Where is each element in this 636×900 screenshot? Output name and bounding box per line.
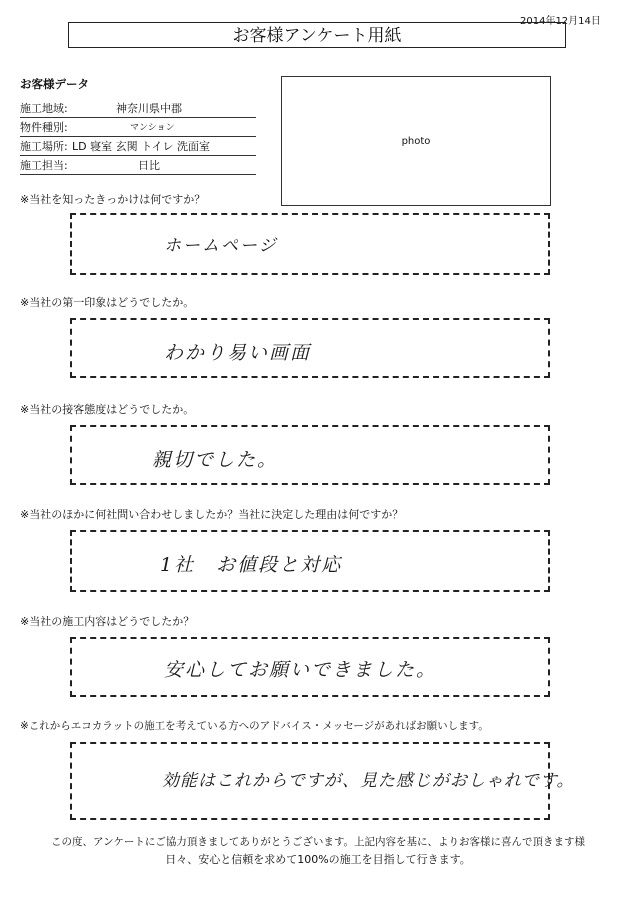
info-value: LD 寝室 玄関 トイレ 洗面室 [72,140,211,153]
footer-line-1: この度、アンケートにご協力頂きましてありがとうございます。上記内容を基に、よりお客様に喜んで頂きます様 [50,836,586,848]
info-label: 物件種別: [20,121,68,134]
answer-text-2: わかり易い画面 [164,342,312,364]
answer-box-2 [70,318,550,378]
photo-label: photo [401,135,431,147]
info-label: 施工担当: [20,159,68,172]
page-title: お客様アンケート用紙 [68,22,566,48]
answer-box-1 [70,213,550,275]
info-label: 施工地域: [20,102,68,115]
answer-box-5 [70,637,550,697]
info-row-staff [20,158,256,175]
answer-text-6: 効能はこれからですが、見た感じがおしゃれです。 [162,771,575,791]
customer-data-heading: お客様データ [20,77,89,91]
photo-placeholder [281,76,551,206]
info-row-location [20,139,256,156]
question-5: ※当社の施工内容はどうでしたか？ [20,615,195,628]
info-value: マンション [130,123,175,133]
info-value: 神奈川県中郡 [116,102,182,115]
answer-text-3: 親切でした。 [152,449,279,471]
answer-text-1: ホームページ [164,236,278,256]
answer-box-4 [70,530,550,592]
info-label: 施工場所: [20,140,68,153]
question-4: ※当社のほかに何社問い合わせしましたか？当社に決定した理由は何ですか？ [20,508,404,521]
answer-box-3 [70,425,550,485]
info-row-property-type [20,120,256,137]
survey-date: 2014年12月14日 [520,16,601,27]
answer-text-5: 安心してお願いできました。 [164,659,438,681]
info-row-area [20,101,256,118]
question-6: ※これからエコカラットの施工を考えている方へのアドバイス・メッセージがあればお願いします。 [20,720,489,732]
footer-line-2: 日々、安心と信頼を求めて100%の施工を目指して行きます。 [165,853,471,866]
answer-text-4: 1社 お値段と対応 [160,554,343,576]
info-value: 日比 [138,159,160,172]
question-2: ※当社の第一印象はどうでしたか。 [20,296,195,309]
question-3: ※当社の接客態度はどうでしたか。 [20,403,195,416]
answer-box-6 [70,742,575,820]
question-1: ※当社を知ったきっかけは何ですか？ [20,193,206,206]
